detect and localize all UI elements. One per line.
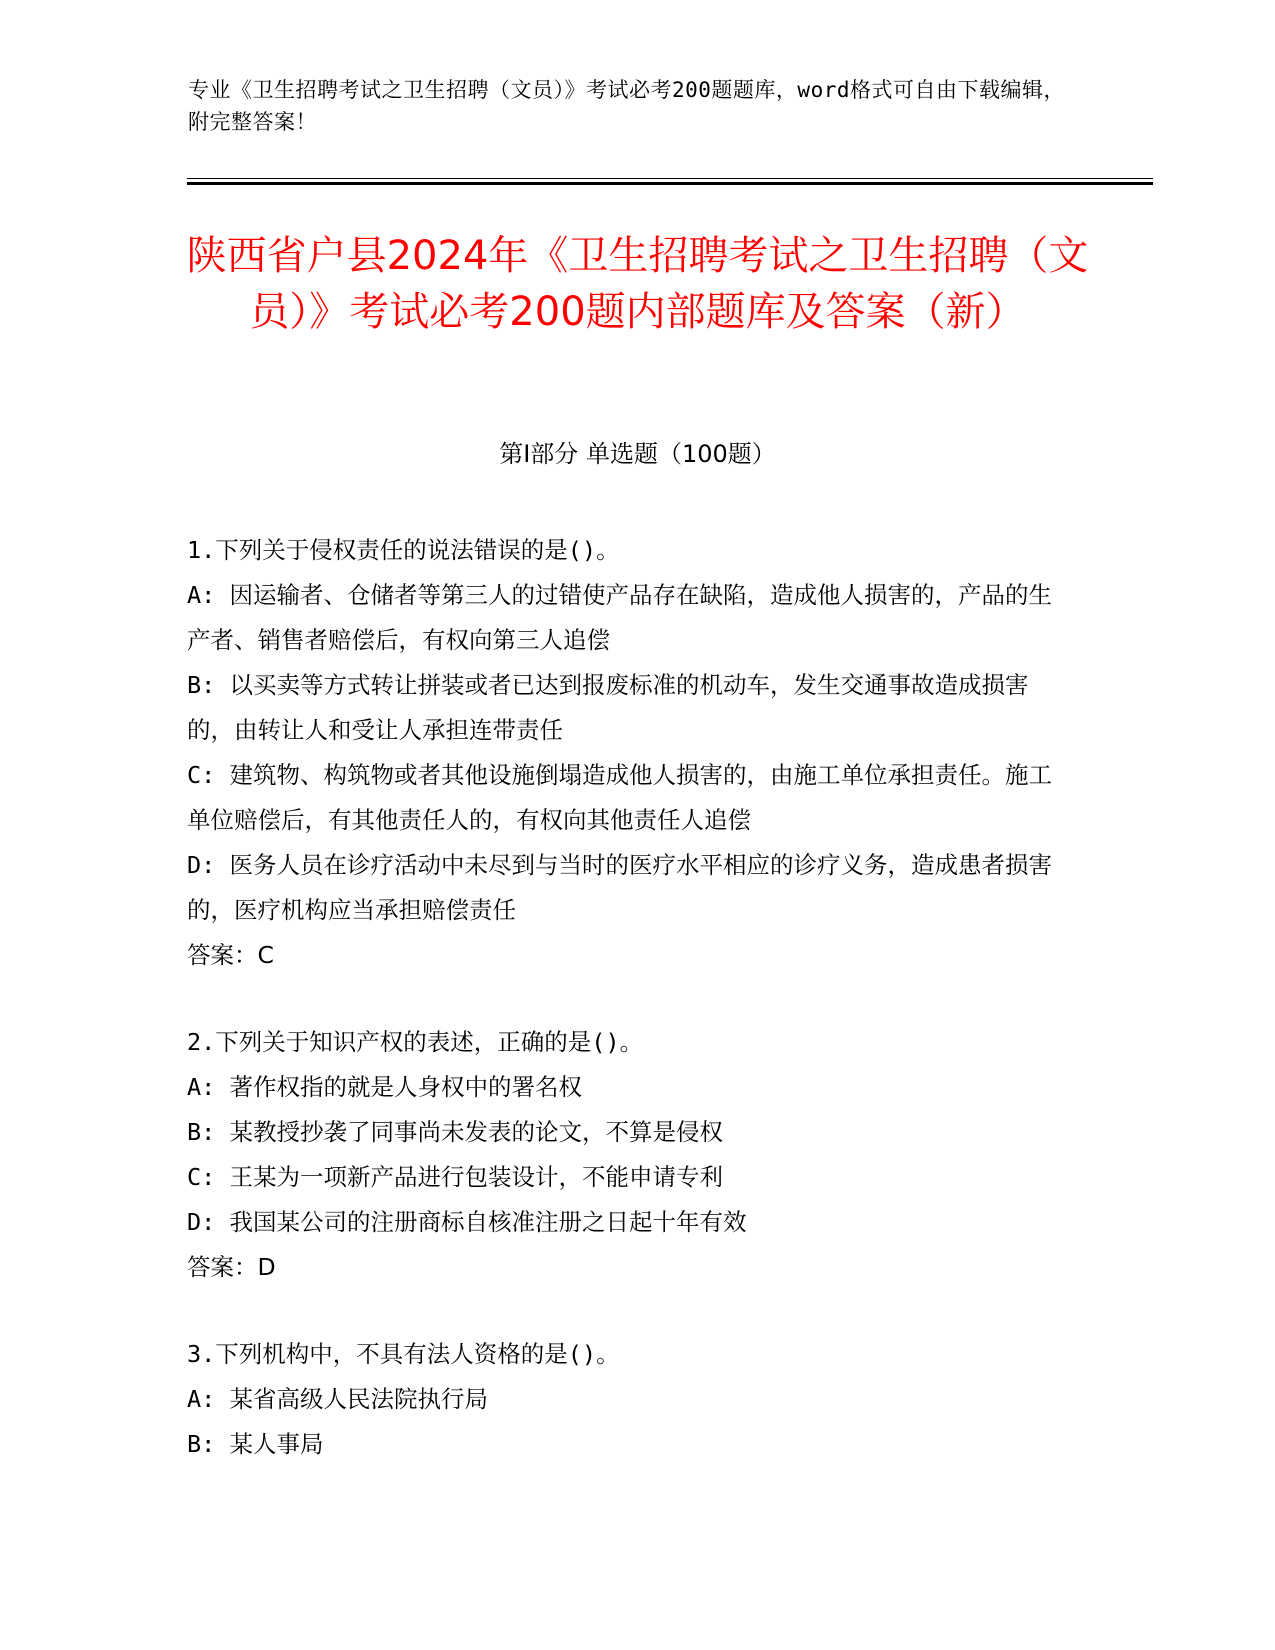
- option-a: A: 某省高级人民法院执行局: [187, 1385, 488, 1413]
- question-list: [187, 528, 1067, 1509]
- question-3: [187, 1332, 1067, 1467]
- header-divider-thick: [187, 182, 1153, 185]
- header-note: 专业《卫生招聘考试之卫生招聘（文员）》考试必考200题题库，word格式可自由下载编辑，附完整答案！: [188, 78, 1065, 134]
- option-c: C: 建筑物、构筑物或者其他设施倒塌造成他人损害的，由施工单位承担责任。施工单位赔偿后，有其他责任人的，有权向其他责任人追偿: [187, 761, 1052, 834]
- option-b: B: 某人事局: [187, 1430, 324, 1458]
- answer: 答案：C: [187, 941, 274, 969]
- question-stem: 2.下列关于知识产权的表述，正确的是()。: [187, 1028, 644, 1056]
- answer: 答案：D: [187, 1253, 276, 1281]
- option-d: D: 医务人员在诊疗活动中未尽到与当时的医疗水平相应的诊疗义务，造成患者损害的，医疗机构应当承担赔偿责任: [187, 851, 1052, 924]
- document-title: 陕西省户县2024年《卫生招聘考试之卫生招聘（文员）》考试必考200题内部题库及答案（新）: [186, 233, 1089, 335]
- option-a: A: 著作权指的就是人身权中的署名权: [187, 1073, 582, 1101]
- option-a: A: 因运输者、仓储者等第三人的过错使产品存在缺陷，造成他人损害的，产品的生产者、销售者赔偿后，有权向第三人追偿: [187, 581, 1052, 654]
- question-1: [187, 528, 1067, 978]
- section-heading: 第I部分 单选题（100题）: [499, 440, 776, 468]
- option-b: B: 以买卖等方式转让拼装或者已达到报废标准的机动车，发生交通事故造成损害的，由转让人和受让人承担连带责任: [187, 671, 1029, 744]
- question-2: [187, 1020, 1067, 1290]
- option-b: B: 某教授抄袭了同事尚未发表的论文，不算是侵权: [187, 1118, 723, 1146]
- option-d: D: 我国某公司的注册商标自核准注册之日起十年有效: [187, 1208, 747, 1236]
- question-stem: 1.下列关于侵权责任的说法错误的是()。: [187, 536, 620, 564]
- header-divider-thin: [187, 178, 1153, 179]
- question-stem: 3.下列机构中，不具有法人资格的是()。: [187, 1340, 620, 1368]
- option-c: C: 王某为一项新产品进行包装设计，不能申请专利: [187, 1163, 723, 1191]
